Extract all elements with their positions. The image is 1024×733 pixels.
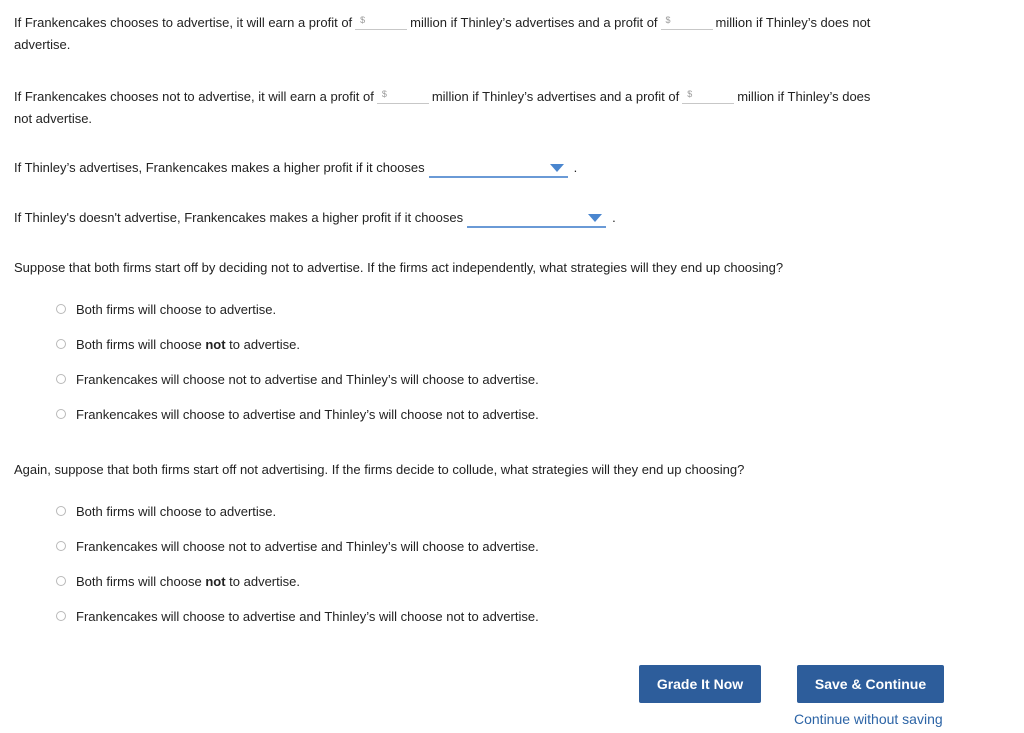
q5-option-4-label: Frankencakes will choose to advertise and Thinley’s will choose not to advertise. (76, 407, 539, 422)
q2-text-b: million if Thinley’s advertises and a profit of (431, 89, 680, 104)
radio-button[interactable] (56, 339, 66, 349)
chevron-down-icon (588, 214, 602, 222)
q3-sentence (14, 160, 577, 178)
radio-button[interactable] (56, 374, 66, 384)
q3-dropdown[interactable] (429, 160, 568, 178)
radio-button[interactable] (56, 304, 66, 314)
q2-profit-input-1[interactable] (391, 86, 429, 102)
q1-profit-input-1[interactable] (369, 12, 407, 28)
q1-profit-field-1[interactable] (355, 12, 407, 30)
q6-question: Again, suppose that both firms start off not advertising. If the firms decide to collude, what strategies will they end up choosing? (14, 462, 745, 477)
radio-button[interactable] (56, 506, 66, 516)
q2-profit-field-1[interactable] (377, 86, 429, 104)
q2-text-c: million if Thinley’s does (737, 89, 871, 104)
q1-profit-field-2[interactable] (661, 12, 713, 30)
q1-text-b: million if Thinley’s advertises and a profit of (410, 15, 658, 30)
q3-period: . (573, 160, 578, 175)
dollar-icon: $ (381, 89, 387, 99)
radio-button[interactable] (56, 611, 66, 621)
q6-option-2-label: Frankencakes will choose not to advertise and Thinley’s will choose to advertise. (76, 539, 539, 554)
q5-question: Suppose that both firms start off by deciding not to advertise. If the firms act independently, what strategies will they end up choosing? (14, 260, 784, 275)
q4-dropdown[interactable] (467, 210, 606, 228)
q5-option-1-label: Both firms will choose to advertise. (76, 302, 277, 317)
q2-sentence (14, 86, 870, 104)
radio-button[interactable] (56, 576, 66, 586)
q1-text-d: advertise. (14, 37, 71, 52)
save-and-continue-button[interactable]: Save & Continue (797, 665, 944, 703)
radio-button[interactable] (56, 541, 66, 551)
q5-option-2-label: Both firms will choose not to advertise. (76, 337, 300, 352)
q1-sentence (14, 12, 870, 30)
grade-it-now-button[interactable]: Grade It Now (639, 665, 761, 703)
q4-text: If Thinley's doesn't advertise, Frankencakes makes a higher profit if it chooses (14, 210, 464, 225)
q4-period: . (612, 210, 616, 225)
dollar-icon: $ (360, 15, 366, 25)
continue-without-saving-link[interactable]: Continue without saving (794, 711, 943, 727)
q5-option-3-label: Frankencakes will choose not to advertise and Thinley’s will choose to advertise. (76, 372, 539, 387)
radio-button[interactable] (56, 409, 66, 419)
q6-option-1-label: Both firms will choose to advertise. (76, 504, 277, 519)
q2-profit-input-2[interactable] (696, 86, 734, 102)
q6-option-4-label: Frankencakes will choose to advertise and Thinley’s will choose not to advertise. (76, 609, 539, 624)
dollar-icon: $ (687, 89, 693, 99)
dollar-icon: $ (665, 15, 671, 25)
q2-profit-field-2[interactable] (682, 86, 734, 104)
q4-sentence (14, 210, 616, 228)
q2-text-a: If Frankencakes chooses not to advertise, it will earn a profit of (14, 89, 374, 104)
q1-profit-input-2[interactable] (675, 12, 713, 28)
q1-text-c: million if Thinley’s does not (715, 15, 871, 30)
q6-option-3-label: Both firms will choose not to advertise. (76, 574, 300, 589)
q3-text: If Thinley’s advertises, Frankencakes makes a higher profit if it chooses (14, 160, 425, 175)
q1-text-a: If Frankencakes chooses to advertise, it will earn a profit of (14, 15, 353, 30)
q2-text-d: not advertise. (14, 111, 93, 126)
chevron-down-icon (550, 164, 564, 172)
